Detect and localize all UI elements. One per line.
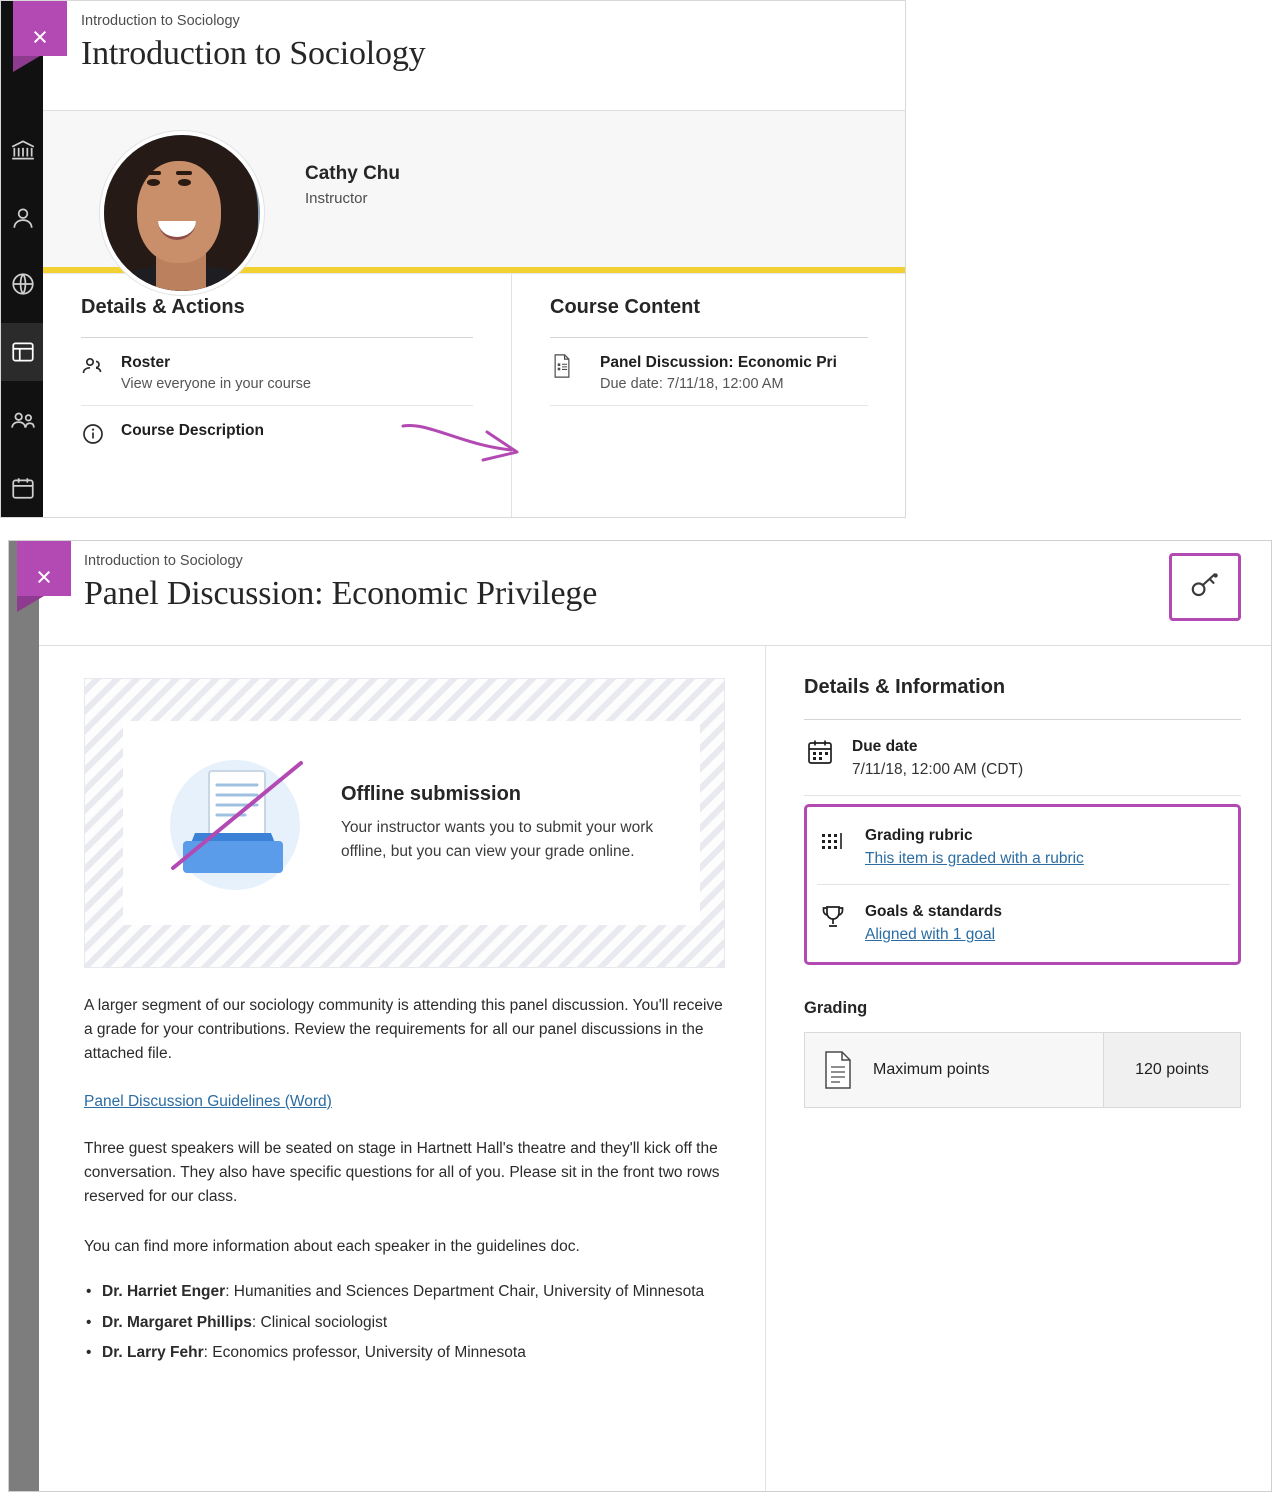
details-information-column (766, 646, 1271, 1492)
due-date-label: Due date (852, 738, 918, 755)
course-columns (43, 274, 906, 518)
item-body (39, 646, 1271, 1492)
rubric-document-icon (550, 354, 586, 378)
instructor-name: Cathy Chu (305, 163, 400, 184)
goals-standards-link[interactable]: Aligned with 1 goal (865, 926, 996, 943)
calendar-icon (806, 738, 836, 779)
grading-maximum-points-row (805, 1033, 1103, 1107)
details-heading: Details & Actions (81, 296, 245, 318)
item-settings-icon (1188, 568, 1222, 607)
item-title: Panel Discussion: Economic Privilege (84, 575, 598, 612)
due-date-value: 7/11/18, 12:00 AM (CDT) (852, 761, 1024, 778)
trophy-icon (819, 903, 849, 944)
course-content-column (511, 274, 906, 518)
content-item-due-date: Due date: 7/11/18, 12:00 AM (600, 376, 784, 392)
grading-heading: Grading (804, 999, 868, 1017)
globe-icon[interactable] (10, 271, 36, 297)
grading-rubric-row (817, 809, 1230, 885)
people-icon (81, 354, 107, 378)
profile-icon[interactable] (10, 205, 36, 231)
offline-title: Offline submission (341, 782, 522, 805)
grading-rubric-link[interactable]: This item is graded with a rubric (865, 850, 1084, 867)
speaker-detail: : Economics professor, University of Minnesota (203, 1344, 526, 1362)
global-nav-rail (1, 1, 43, 518)
due-date-row (804, 720, 1241, 796)
info-icon (81, 422, 107, 446)
roster-label: Roster (121, 354, 171, 371)
sidebar-item-course-description[interactable] (81, 406, 473, 459)
breadcrumb: Introduction to Sociology (81, 13, 240, 29)
offline-description: Your instructor wants you to submit your work offline, but you can view your grade online. (341, 818, 654, 860)
item-settings-button[interactable] (1169, 553, 1241, 621)
breadcrumb: Introduction to Sociology (84, 553, 243, 569)
dimmed-background-rail (9, 541, 39, 1492)
list-item (84, 1281, 725, 1303)
speaker-name: Dr. Harriet Enger (102, 1283, 226, 1301)
item-detail-content (39, 541, 1271, 1491)
speaker-list (84, 1281, 725, 1364)
item-detail-panel (8, 540, 1272, 1492)
course-description-label: Course Description (121, 422, 264, 439)
content-item-title: Panel Discussion: Economic Pri (600, 354, 837, 371)
instructor-banner (43, 111, 906, 274)
courses-icon[interactable] (10, 339, 36, 365)
details-information-heading: Details & Information (804, 676, 1006, 698)
document-icon (821, 1051, 855, 1089)
goals-standards-row (817, 885, 1230, 960)
item-header (39, 541, 1271, 646)
list-item (84, 1342, 725, 1364)
speaker-name: Dr. Margaret Phillips (102, 1313, 252, 1331)
close-icon: × (32, 22, 48, 52)
sidebar-item-roster[interactable] (81, 338, 473, 406)
institution-icon[interactable] (10, 137, 36, 163)
details-and-actions-column (43, 274, 511, 518)
grading-row-label: Maximum points (873, 1061, 990, 1078)
content-item-panel-discussion[interactable] (550, 338, 868, 406)
description-paragraph-1: A larger segment of our sociology community is attending this panel discussion. You'll receive a grade for your contributions. Review the requirements for all our panel discussions in the attached file. (84, 997, 723, 1063)
offline-submission-icon (143, 733, 333, 913)
goals-standards-label: Goals & standards (865, 903, 1002, 920)
speaker-name: Dr. Larry Fehr (102, 1344, 204, 1362)
instructor-role: Instructor (305, 190, 368, 207)
offline-submission-card (84, 678, 725, 968)
highlighted-details-group (804, 804, 1241, 965)
course-content-heading: Course Content (550, 296, 700, 318)
course-panel-content (43, 1, 906, 518)
calendar-icon[interactable] (10, 475, 36, 501)
attachment-link[interactable]: Panel Discussion Guidelines (Word) (84, 1092, 332, 1110)
item-main-column (39, 646, 766, 1492)
speaker-detail: : Clinical sociologist (251, 1313, 388, 1331)
instructor-info (305, 163, 400, 207)
close-icon: × (36, 562, 52, 592)
course-header (43, 1, 906, 111)
grading-rubric-label: Grading rubric (865, 827, 973, 844)
page-title: Introduction to Sociology (81, 35, 426, 72)
rubric-icon (819, 827, 849, 868)
avatar (100, 131, 264, 295)
groups-icon[interactable] (10, 407, 36, 433)
grading-row-value: 120 points (1103, 1033, 1240, 1107)
list-item (84, 1312, 725, 1334)
speaker-detail: : Humanities and Sciences Department Chair, University of Minnesota (225, 1283, 705, 1301)
description-paragraph-3: You can find more information about each speaker in the guidelines doc. (84, 1238, 580, 1256)
roster-sublabel: View everyone in your course (121, 376, 311, 392)
course-overview-panel (0, 0, 906, 518)
grading-card (804, 1032, 1241, 1108)
description-paragraph-2: Three guest speakers will be seated on stage in Hartnett Hall's theatre and they'll kick off the conversation. They also have specific questions for all of you. Please sit in the front two rows reserved for our class. (84, 1139, 720, 1205)
